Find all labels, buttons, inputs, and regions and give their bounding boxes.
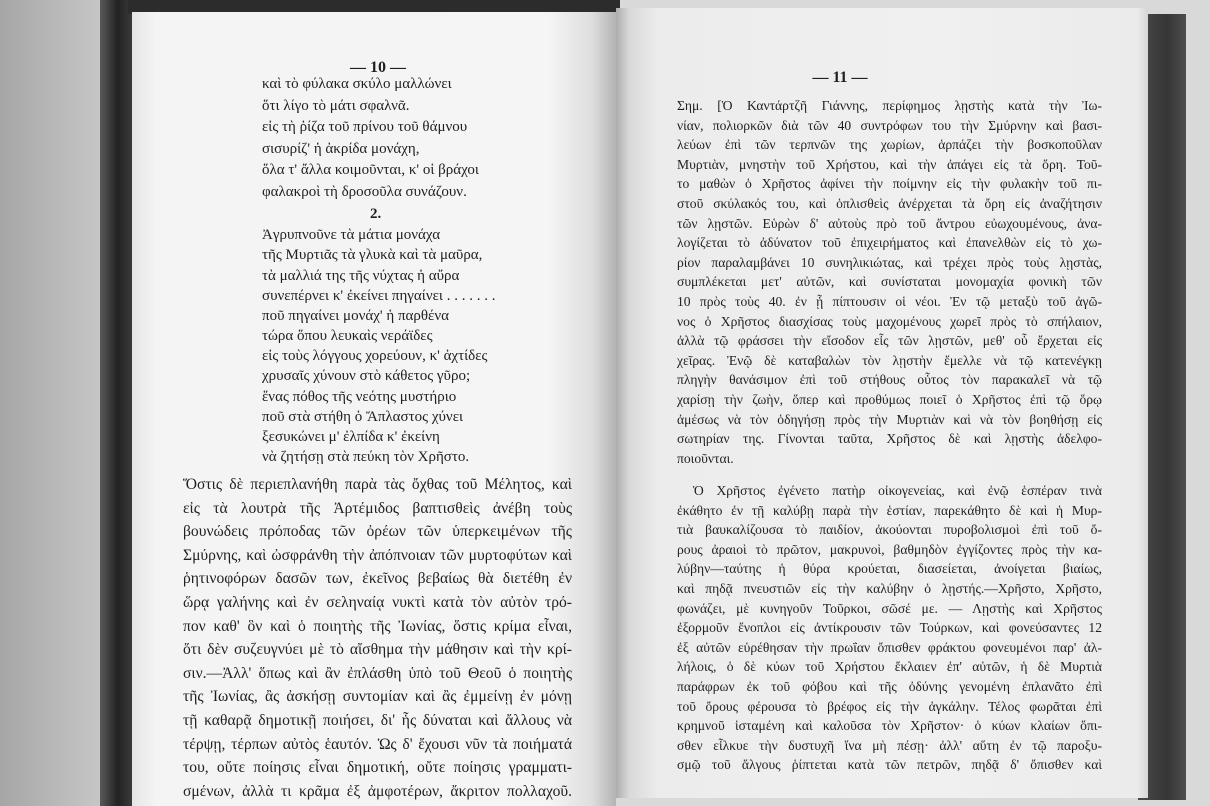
note-line: συμπλέκεται μετ' αὐτῶν, καὶ συνίσταται μονομαχία φονικὴ τῶν bbox=[677, 274, 1102, 290]
prose-line: λήλοις, ὁ δὲ κύων τοῦ Χρήστου ἔκλαιεν ἐπ' αὐτῶν, ἡ δὲ Μυρτιὰ bbox=[677, 659, 1102, 675]
prose-line: βουνώδεις πρόποδας τῶν ὀρέων τῶν ὑπερκειμένων τῆς bbox=[183, 523, 572, 541]
scan-background bbox=[0, 0, 100, 806]
prose-line: ἐξ αὐτῶν εὑρέθησαν τὴν πρωΐαν ὄπισθεν φράκτου φονευμένοι παρ' ἀλ- bbox=[677, 639, 1102, 655]
note-line: λεύων ἐπὶ τῶν τερπνῶν της χωρίων, ἁρπάζει τὴν βοσκοποῦλαν bbox=[677, 137, 1102, 153]
poem-line: νὰ ζητήσῃ στὰ πεύκη τὸν Χρῆστο. bbox=[262, 449, 470, 466]
poem-line: εἰς τοὺς λόγγους χορεύουν, κ' ἀχτίδες bbox=[262, 348, 488, 365]
page-left bbox=[132, 12, 616, 806]
poem-line: Ἀγρυπνοῦνε τὰ μάτια μονάχα bbox=[262, 227, 441, 244]
page-number: — 10 — bbox=[350, 59, 406, 76]
prose-line: σιν.—Ἀλλ' ὅπως καὶ ἂν ἐπλάσθη ὑπὸ τοῦ Θεοῦ ὁ ποιητὴς bbox=[183, 664, 572, 682]
poem-line: ξεσυκώνει μ' ἐλπίδα κ' ἐκείνη bbox=[262, 429, 440, 446]
note-line: λογίζεται τὸ ἀδύνατον τοῦ ἐπιχειρήματος καὶ ἐπανελθὼν εἰς τὸ χω- bbox=[677, 235, 1102, 251]
note-paragraph bbox=[677, 96, 1102, 468]
prose-line: παράφρων ἐκ τοῦ φόβου καὶ τῆς ὀδύνης γενομένη ἐπλανᾶτο ἐπὶ bbox=[677, 678, 1102, 694]
prose-line: του, οὔτε ποίησις εἶναι δημοτική, οὔτε ποίησις γραμματι- bbox=[183, 759, 572, 777]
poem-stanza bbox=[262, 225, 582, 467]
prose-line: πον καθ' ὃν καὶ ὁ ποιητὴς τῆς Ἰωνίας, ὅστις κρίμα εἶναι, bbox=[183, 617, 572, 635]
poem-line: ποῦ πηγαίνει μονάχ' ἡ παρθένα bbox=[262, 307, 449, 324]
poem-line: εἰς τὴ ῥίζα τοῦ πρίνου τοῦ θάμνου bbox=[262, 119, 468, 136]
prose-line: καὶ πηδᾷ πνευστιῶν εἰς τὴν καλύβην ὁ λῃστής.—Χρῆστο, Χρῆστο, bbox=[677, 580, 1102, 596]
prose-line: φωνάζει, μὲ κυνηγοῦν Τοῦρκοι, σῶσέ με. — Λῃστὴς καὶ Χρῆστος bbox=[677, 600, 1102, 616]
prose-line: ὅτι δὲν συζευγνύει μὲ τὸ αἴσθημα τὴν μάθησιν καὶ τὴν κρί- bbox=[183, 641, 572, 659]
prose-paragraph bbox=[677, 481, 1102, 775]
prose-line: τιὰ βαυκαλίζουσα τὸ παιδίον, ἀκούονται πυροβολισμοὶ ἐπὶ τοῦ ὄ- bbox=[677, 522, 1102, 538]
page-right bbox=[616, 8, 1148, 798]
poem-line: ὅτι λίγο τὸ μάτι σφαλνᾶ. bbox=[262, 97, 410, 114]
poem-line: φαλακροὶ τὴ δροσοῦλα συνάζουν. bbox=[262, 183, 467, 200]
prose-paragraph bbox=[183, 473, 572, 803]
note-line: το μαθὼν ὁ Χρῆστος ἀφίνει τὴν ποίμνην εἰς τὴν φυλακὴν τοῦ πι- bbox=[677, 176, 1102, 192]
poem-line: καὶ τὸ φύλακα σκύλο μαλλώνει bbox=[262, 76, 452, 92]
note-line: νος ὁ Χρῆστος διασχίσας τοὺς μαχομένους χωρεῖ πρὸς τὸ σπήλαιον, bbox=[677, 313, 1102, 329]
prose-line: Ὅστις δὲ περιεπλανήθη παρὰ τὰς ὄχθας τοῦ Μέλητος, καὶ bbox=[183, 476, 572, 493]
prose-line: ρους ἀραιοὶ τὸ πρῶτον, μακρυνοὶ, βαθμηδὸν ἐγγίζοντες πρὸς τὴν κα- bbox=[677, 541, 1102, 557]
poem-line: χρυσαῖς χύνουν στὸ κάθετος γῦρο; bbox=[262, 368, 471, 385]
note-line: ἀλλὰ τῷ φράσσει τὴν εἴσοδον εἷς τῶν λῃστῶν, μεθ' οὗ ἔρχεται εἰς bbox=[677, 333, 1102, 349]
poem-line: τώρα ὅπου λευκαὶς νεράϊδες bbox=[262, 328, 433, 345]
prose-line: λύβην—ταύτης ἡ θύρα κρούεται, διασείεται, ἀνοίγεται βιαίως, bbox=[677, 561, 1102, 577]
prose-line: Σμύρνης, καὶ ὠσφράνθη τὴν ἀπόπνοιαν τῶν μυρτοφύτων καὶ bbox=[183, 546, 572, 564]
note-line: ποιοῦνται. bbox=[677, 450, 734, 466]
prose-line: σμῷ τοῦ ἄλγους ῥίπτεται κατὰ τῶν πετρῶν, πηδᾷ δ' ὄπισθεν καὶ bbox=[677, 757, 1102, 773]
note-line: 10 πρὸς τοὺς 40. ἐν ᾗ πίπτουσιν οἱ νέοι. Ἐν τῷ μεταξὺ τοῦ ἀγῶ- bbox=[677, 293, 1102, 309]
prose-line: τέρψῃ, τέρπων αὐτὸς ἑαυτόν. Ὡς δ' ἔχουσι νῦν τὰ ποιήματά bbox=[183, 735, 572, 753]
note-line: σωτηρίαν της. Γίνονται ταῦτα, Χρῆστος δὲ καὶ λῃστὴς ἀδελφο- bbox=[677, 431, 1102, 447]
poem-line: σισυρίζ' ἡ ἀκρίδα μονάχη, bbox=[262, 140, 420, 157]
prose-line: τοῦ ὄρους φέρουσα τὸ βρέφος εἰς τὴν ἀγκάλην. Τέλος φωρᾶται ἐπὶ bbox=[677, 698, 1102, 714]
page-number: — 11 — bbox=[812, 69, 868, 86]
poem-line: συνεπέρνει κ' ἐκείνει πηγαίνει . . . . . . . bbox=[262, 287, 496, 304]
prose-line: τῆς Ἰωνίας, ἂς ἀσκήσῃ συντομίαν καὶ ἂς ἐμμείνῃ ἐν μόνῃ bbox=[183, 688, 572, 706]
prose-line: ὥρᾳ γαλήνης καὶ ἐν σεληναίᾳ νυκτὶ κατὰ τὸν αὐτὸν τρό- bbox=[183, 593, 572, 611]
prose-line: σμένων, ἀλλὰ τι κρᾶμα ἐξ ἀμφοτέρων, ἄκριτον πολλαχοῦ. bbox=[183, 782, 572, 800]
note-line: νίαν, πολιορκῶν διὰ τῶν 40 συντρόφων του τὴν Σμύρνην καὶ βασι- bbox=[677, 117, 1102, 133]
note-line: πληγὴν θανάσιμον ἐπὶ τοῦ στήθους οὗτος τὸν παρακαλεῖ νὰ τῷ bbox=[677, 372, 1102, 388]
poem-line: ποῦ στὰ στήθη ὁ Ἄπλαστος χύνει bbox=[262, 408, 464, 425]
note-line: ρίον παραλαμβάνει 10 συνηλικιώτας, καὶ τρέχει πρὸς τοὺς λῃστὰς, bbox=[677, 254, 1102, 270]
prose-line: ἐξορμοῦν ἔνοπλοι εἰς ἀντίκρουσιν τῶν Τούρκων, καὶ φονεύσαντες 12 bbox=[677, 620, 1102, 636]
note-line: Σημ. [Ὁ Καντάρτζῆ Γιάννης, περίφημος λῃστὴς κατὰ τὴν Ἰω- bbox=[677, 98, 1102, 113]
prose-line: ῥητινοφόρων δασῶν των, ἐκεῖνος βεβαίως θὰ διετέθη ἐν bbox=[183, 570, 572, 588]
poem bbox=[262, 74, 582, 467]
note-line: χαρίσῃ τὴν ζωὴν, ὅπερ καὶ προθύμως ποιεῖ ὁ Χρῆστος ἐπὶ τῷ ὅρῳ bbox=[677, 391, 1102, 407]
note-line: τῶν λῃστῶν. Εὑρὼν δ' αὐτοὺς πρὸ τοῦ ἄντρου εὐωχουμένους, ἀνα- bbox=[677, 215, 1102, 231]
poem-line: ἕνας πόθος τῆς νεότης μυστήριο bbox=[262, 388, 457, 405]
note-line: ἀμέσως νὰ τὸν ὁδηγήσῃ πρὸς τὴν Μυρτιὰν καὶ νὰ τὸν βοηθήσῃ εἰς bbox=[677, 411, 1102, 427]
book-spine-edge bbox=[100, 0, 132, 806]
poem-line: τὰ μαλλιά της τῆς νύχτας ἡ αὔρα bbox=[262, 267, 460, 284]
poem-stanza bbox=[262, 74, 582, 204]
prose-line: ἐκάθητο ἐν τῇ καλύβῃ παρὰ τὴν ἑστίαν, παρεκάθητο δὲ καὶ ἡ Μυρ- bbox=[677, 502, 1102, 518]
prose-line: κρημνοῦ ἱσταμένη καὶ καλοῦσα τὸν Χρῆστον· ὁ κύων κλαίων ὄπι- bbox=[677, 718, 1102, 734]
prose-line: σθεν εἷλκυε τὴν δυστυχῆ ἵνα μὴ πέσῃ· ἀλλ' αὕτη ἐν τῷ παροξυ- bbox=[677, 737, 1102, 753]
note-line: στοῦ σκύλακός του, καὶ ὁπλισθεὶς ἀνέρχεται τὰ ὄρη εἰς ἀναζήτησιν bbox=[677, 195, 1102, 211]
poem-line: ὅλα τ' ἄλλα κοιμοῦνται, κ' οἱ βράχοι bbox=[262, 162, 479, 179]
note-line: χεῖρας. Ἐνῷ δὲ καταβαλὼν τὸν λῃστὴν ἔμελλε νὰ τῷ κατενέγκῃ bbox=[677, 352, 1102, 368]
prose-line: Ὁ Χρῆστος ἐγένετο πατὴρ οἰκογενείας, καὶ ἐνῷ ἑσπέραν τινὰ bbox=[693, 483, 1102, 498]
prose-line: εἰς τὰ λουτρὰ τῆς Ἀρτέμιδος βαπτισθεὶς ἀνέβη τοὺς bbox=[183, 499, 572, 517]
poem-line: τῆς Μυρτιᾶς τὰ γλυκὰ καὶ τὰ μαῦρα, bbox=[262, 247, 483, 264]
prose-line: τῇ καθαρᾷ δημοτικῇ ποιήσει, δι' ἧς δύναται καὶ ἄλλους νὰ bbox=[183, 711, 572, 729]
note-line: Μυρτιὰν, μνηστὴν τοῦ Χρήστου, καὶ τὴν ἀπάγει εἰς τὰ ὄρη. Τοῦ- bbox=[677, 156, 1102, 172]
stanza-number: 2. bbox=[370, 205, 382, 222]
